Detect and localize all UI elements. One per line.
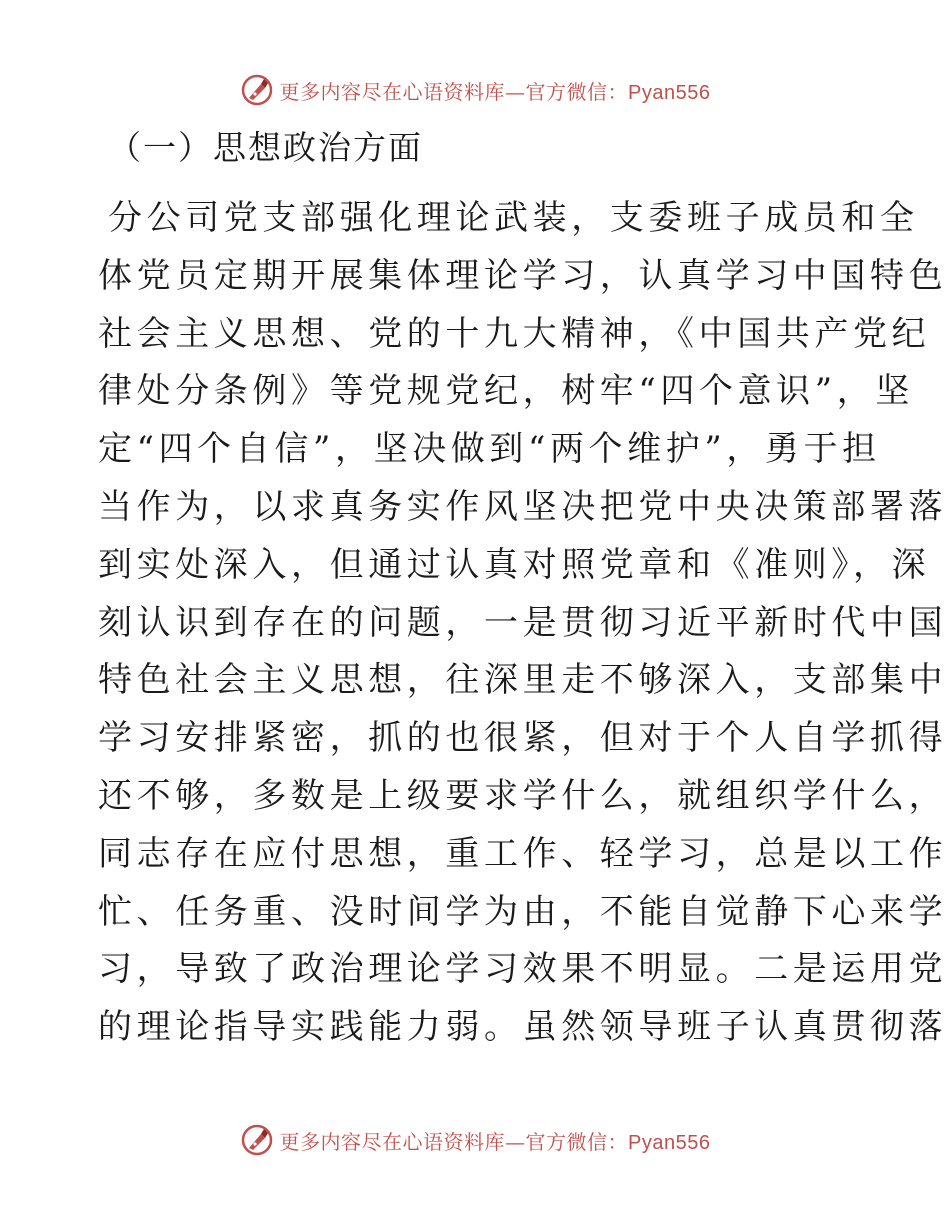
body-line: 刻认识到存在的问题，一是贯彻习近平新时代中国: [98, 602, 948, 643]
body-text: [98, 190, 948, 1057]
footer-wechat-id: Pyan556: [628, 1131, 711, 1154]
body-line: 忙、任务重、没时间学为由，不能自觉静下心来学: [98, 891, 948, 932]
pen-nib-logo-icon: [240, 73, 274, 107]
body-line: 定“四个自信”，坚决做到“两个维护”，勇于担: [98, 429, 881, 470]
body-line: 同志存在应付思想，重工作、轻学习，总是以工作: [98, 833, 948, 874]
body-line: 律处分条例》等党规党纪，树牢“四个意识”，坚: [98, 371, 914, 412]
header-banner: [0, 70, 950, 110]
body-line: 到实处深入，但通过认真对照党章和《准则》，深: [98, 544, 931, 585]
footer-banner: [0, 1120, 950, 1160]
section-title: （一）思想政治方面: [108, 128, 423, 167]
body-line: 社会主义思想、党的十九大精神，《中国共产党纪: [98, 313, 931, 354]
header-banner-text: 更多内容尽在心语资料库—官方微信：Pyan556: [279, 79, 711, 104]
body-line: 学习安排紧密，抓的也很紧，但对于个人自学抓得: [98, 718, 948, 759]
body-line: 习，导致了政治理论学习效果不明显。二是运用党: [98, 949, 948, 990]
pen-nib-logo-icon: [240, 1123, 274, 1157]
body-line: 当作为，以求真务实作风坚决把党中央决策部署落: [98, 486, 948, 527]
body-line: 特色社会主义思想，往深里走不够深入，支部集中: [98, 660, 948, 701]
footer-banner-text: 更多内容尽在心语资料库—官方微信：Pyan556: [279, 1129, 711, 1154]
body-line: 的理论指导实践能力弱。虽然领导班子认真贯彻落: [98, 1007, 948, 1048]
body-line: 还不够，多数是上级要求学什么，就组织学什么，: [98, 775, 948, 816]
body-line: 体党员定期开展集体理论学习，认真学习中国特色: [98, 255, 948, 296]
body-line: 分公司党支部强化理论武装，支委班子成员和全: [108, 198, 919, 238]
header-wechat-id: Pyan556: [628, 81, 711, 104]
